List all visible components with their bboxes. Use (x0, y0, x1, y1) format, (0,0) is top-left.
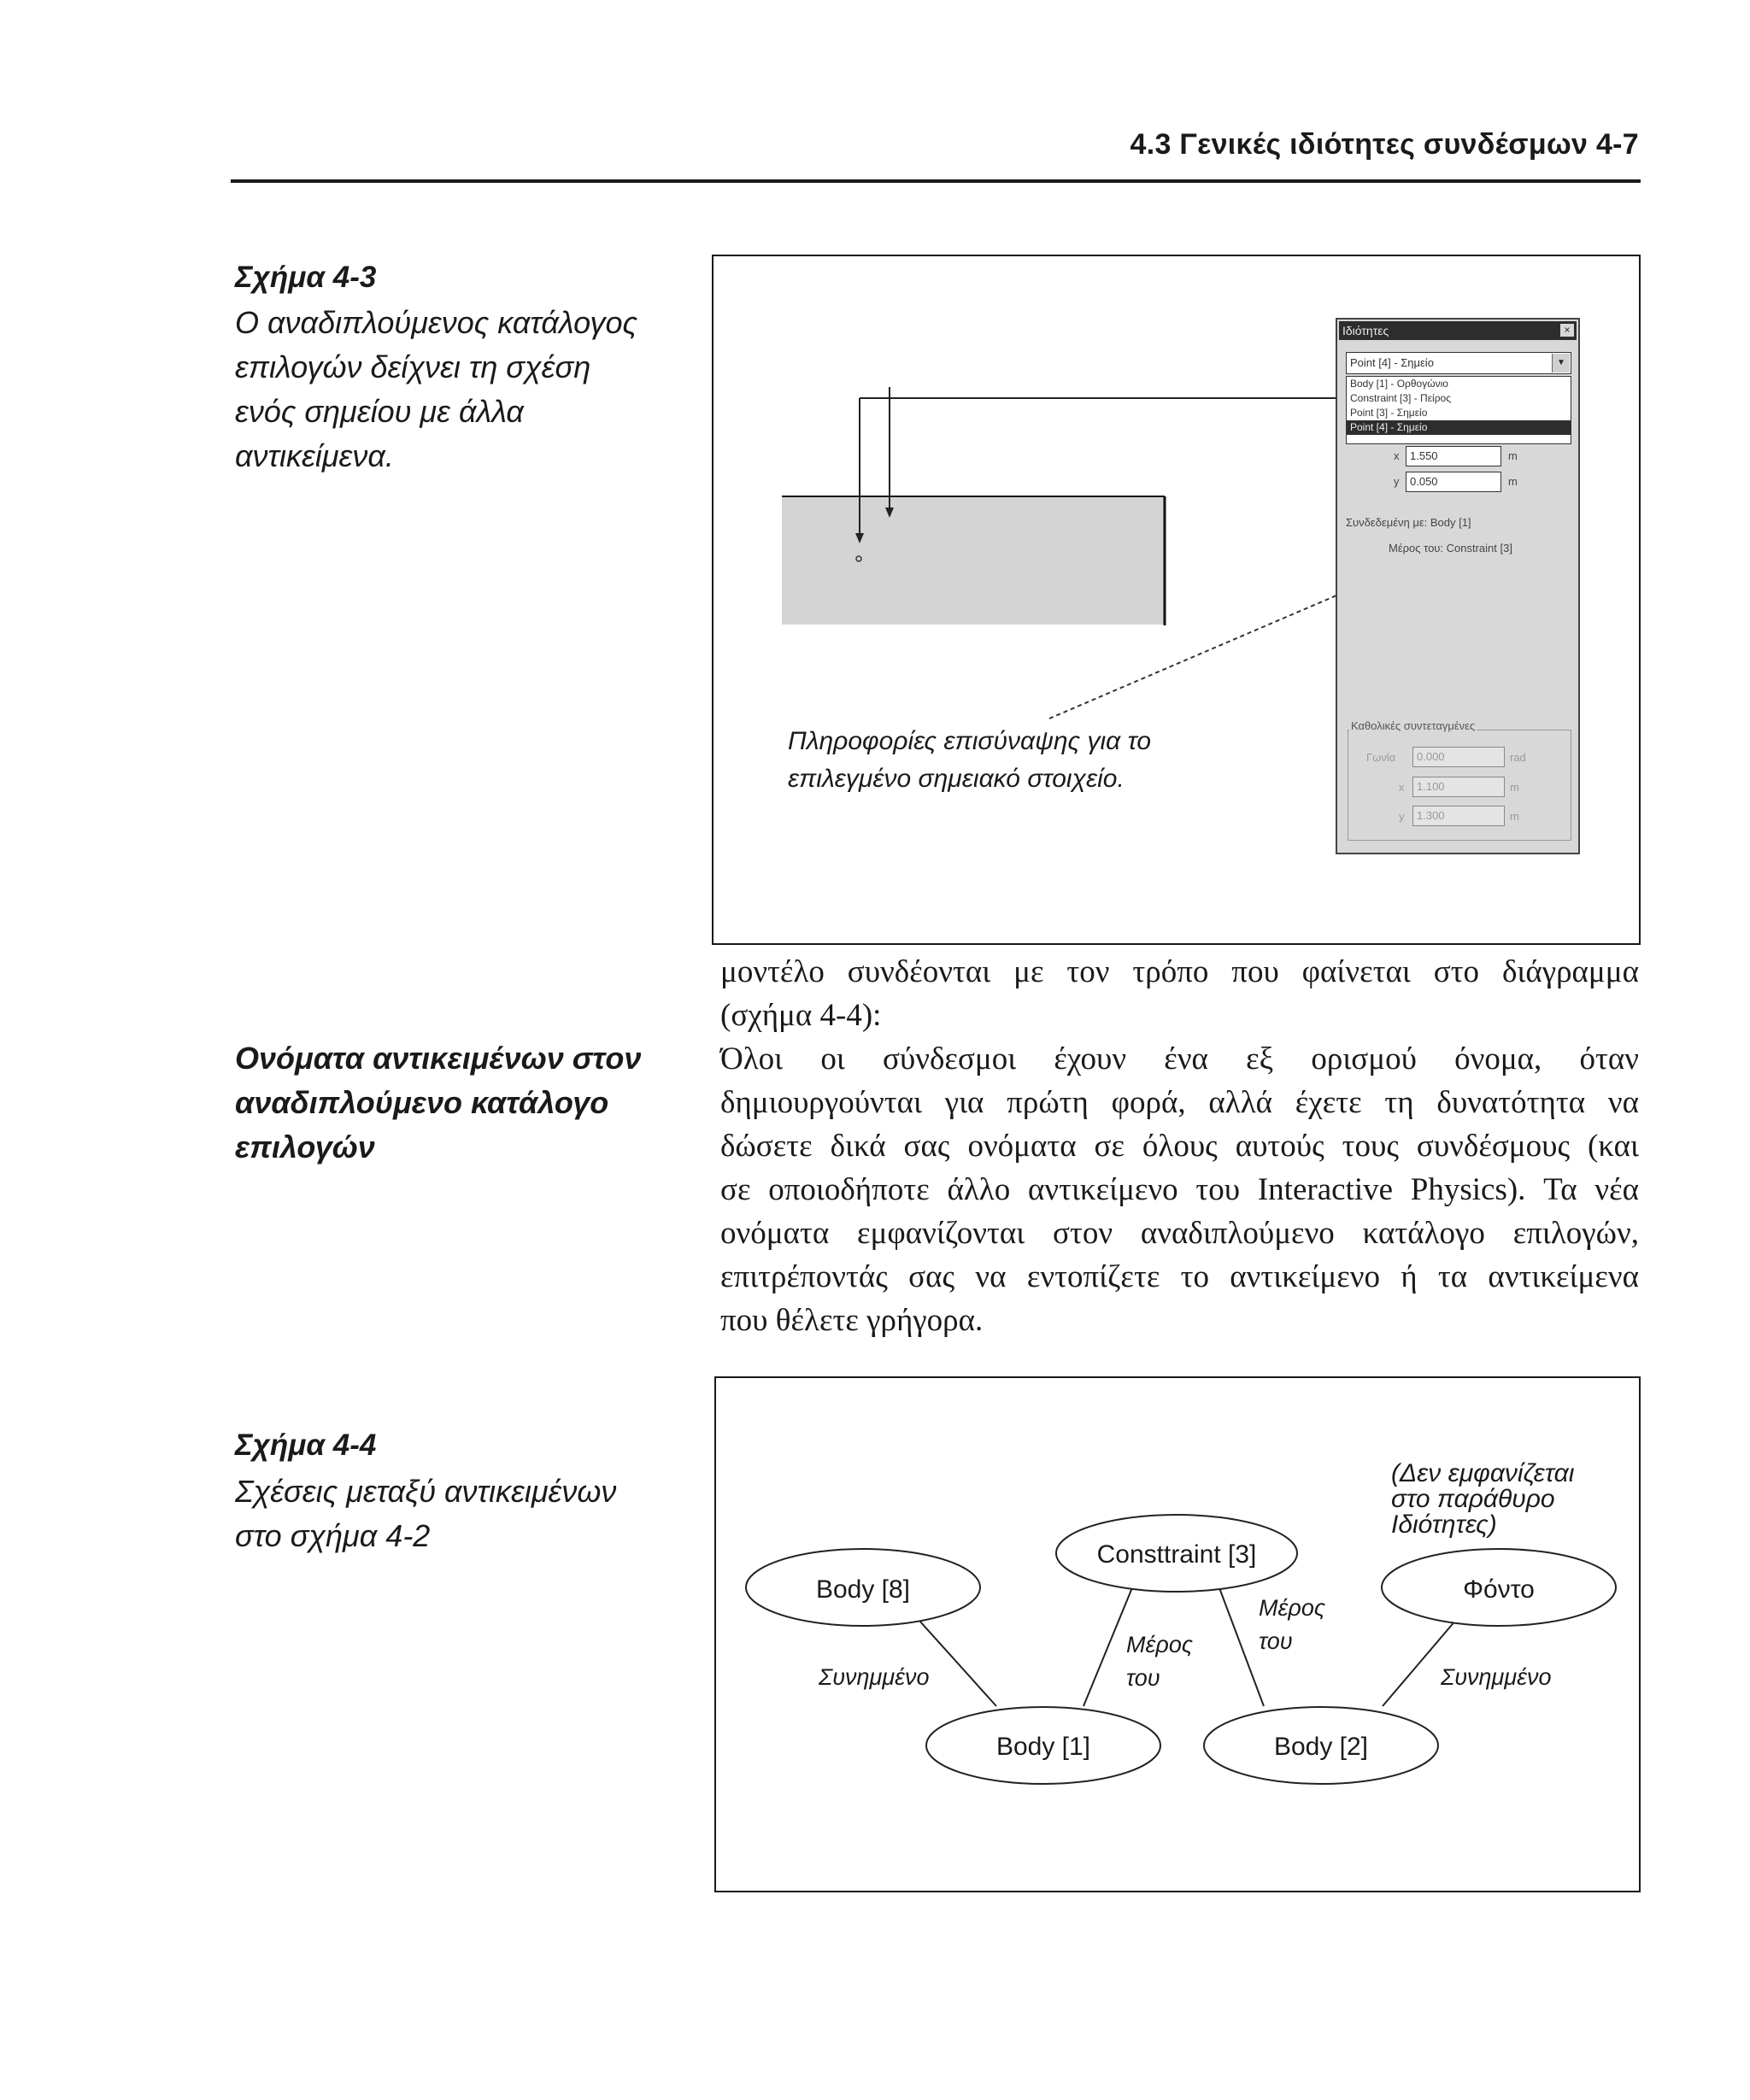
node-body8-label: Body [8] (815, 1575, 911, 1604)
note-line: στο παράθυρο (1391, 1485, 1555, 1513)
edge-constraint-body2 (1219, 1586, 1264, 1706)
callout-line: Πληροφορίες επισύναψης για το (788, 727, 1152, 755)
caption-line: Ο αναδιπλούμενος κατάλογος (235, 305, 637, 340)
callout-line: επιλεγμένο σημειακό στοιχείο. (788, 765, 1125, 793)
text-line: επιτρέποντάς σας να εντοπίζετε το αντικείμενο ή τα αντικείμενα (720, 1259, 1639, 1294)
edge-body8-body1 (919, 1621, 996, 1706)
properties-window (1336, 318, 1580, 854)
list-item[interactable]: Constraint [3] - Πείρος (1350, 392, 1451, 404)
gx-field[interactable]: 1.100 (1412, 777, 1505, 797)
text-line: που θέλετε γρήγορα. (720, 1303, 984, 1338)
figure-3-caption (235, 301, 637, 478)
text-line: δημιουργούνται για πρώτη φορά, αλλά έχετε τη δυνατότητα να (720, 1085, 1639, 1120)
text-line: ονόματα εμφανίζονται στον αναδιπλούμενο κατάλογο επιλογών, (720, 1216, 1639, 1251)
list-item[interactable]: Point [3] - Σημείο (1350, 407, 1428, 419)
caption-line: ενός σημείου με άλλα (235, 394, 524, 429)
note-line: Ιδιότητες) (1391, 1510, 1497, 1539)
edge-label-part-of: Μέρος (1259, 1595, 1325, 1621)
y-field[interactable]: 0.050 (1406, 472, 1501, 492)
x-label: x (1394, 449, 1400, 462)
x-field[interactable]: 1.550 (1406, 446, 1501, 466)
gy-field[interactable]: 1.300 (1412, 806, 1505, 826)
text-line: δώσετε δικά σας ονόματα σε όλους αυτούς τους συνδέσμους (και (720, 1129, 1639, 1164)
figure-4-title: Σχήμα 4-4 (235, 1428, 377, 1462)
list-item-selected[interactable]: Point [4] - Σημείο (1347, 420, 1571, 435)
figure-3-callout (788, 723, 1151, 798)
close-icon[interactable]: × (1560, 324, 1574, 337)
chevron-down-icon[interactable]: ▼ (1552, 354, 1570, 372)
edge-background-body2 (1383, 1620, 1456, 1706)
gy-unit: m (1510, 810, 1519, 823)
node-constraint3-label: Consttraint [3] (1096, 1540, 1257, 1569)
figure-4-caption (235, 1469, 616, 1558)
text-line: σε οποιοδήποτε άλλο αντικείμενο του Interactive Physics). Τα νέα (720, 1172, 1639, 1207)
part-of-text: Μέρος του: Constraint [3] (1389, 542, 1512, 554)
list-item[interactable]: Body [1] - Ορθογώνιο (1350, 378, 1448, 390)
side-heading-line: επιλογών (235, 1129, 375, 1164)
figure-3-title: Σχήμα 4-3 (235, 261, 377, 294)
gx-label: x (1399, 781, 1405, 794)
window-title: Ιδιότητες (1342, 324, 1389, 337)
edge-label-part-of: Μέρος (1126, 1632, 1193, 1657)
caption-line: Σχέσεις μεταξύ αντικειμένων (235, 1474, 617, 1509)
group-label: Καθολικές συντεταγμένες (1351, 719, 1476, 732)
body-text-top (720, 950, 1639, 1037)
side-heading-line: Ονόματα αντικειμένων στον (235, 1041, 642, 1076)
text-line: μοντέλο συνδέονται με τον τρόπο που φαίνεται στο διάγραμμα (720, 954, 1639, 989)
dropdown-value: Point [4] - Σημείο (1350, 356, 1434, 369)
y-label: y (1394, 475, 1400, 488)
rot-unit: rad (1510, 751, 1526, 764)
edge-label-part-of: του (1259, 1628, 1293, 1654)
note-line: (Δεν εμφανίζεται (1391, 1459, 1575, 1487)
node-body1-label: Body [1] (995, 1733, 1091, 1761)
edge-label-part-of: του (1126, 1665, 1160, 1691)
body-paragraph (720, 1037, 1639, 1342)
rectangle-body (782, 496, 1165, 625)
text-line: (σχήμα 4-4): (720, 998, 882, 1033)
object-dropdown[interactable] (1346, 352, 1571, 374)
side-heading-line: αναδιπλούμενο κατάλογο (235, 1085, 609, 1120)
x-unit: m (1508, 449, 1518, 462)
relationship-diagram (714, 1376, 1641, 1892)
attached-to-text: Συνδεδεμένη με: Body [1] (1346, 516, 1471, 529)
text-line: Όλοι οι σύνδεσμοι έχουν ένα εξ ορισμού όνομα, όταν (720, 1041, 1639, 1076)
side-heading (235, 1036, 641, 1170)
gx-unit: m (1510, 781, 1519, 794)
window-title-bar (1339, 321, 1577, 340)
running-header: 4.3 Γενικές ιδιότητες συνδέσμων 4-7 (1130, 128, 1639, 161)
caption-line: στο σχήμα 4-2 (235, 1518, 431, 1553)
header-rule (231, 179, 1641, 183)
dropdown-list (1346, 376, 1571, 444)
y-unit: m (1508, 475, 1518, 488)
edge-label-attached: Συνημμένο (1441, 1664, 1552, 1690)
node-body2-label: Body [2] (1273, 1733, 1369, 1761)
caption-line: επιλογών δείχνει τη σχέση (235, 349, 591, 384)
gy-label: y (1399, 810, 1405, 823)
node-background-label: Φόντο (1463, 1575, 1535, 1604)
edge-label-attached: Συνημμένο (819, 1664, 930, 1690)
caption-line: αντικείμενα. (235, 438, 394, 473)
rot-field[interactable]: 0.000 (1412, 747, 1505, 767)
rot-label: Γωνία (1366, 751, 1396, 764)
